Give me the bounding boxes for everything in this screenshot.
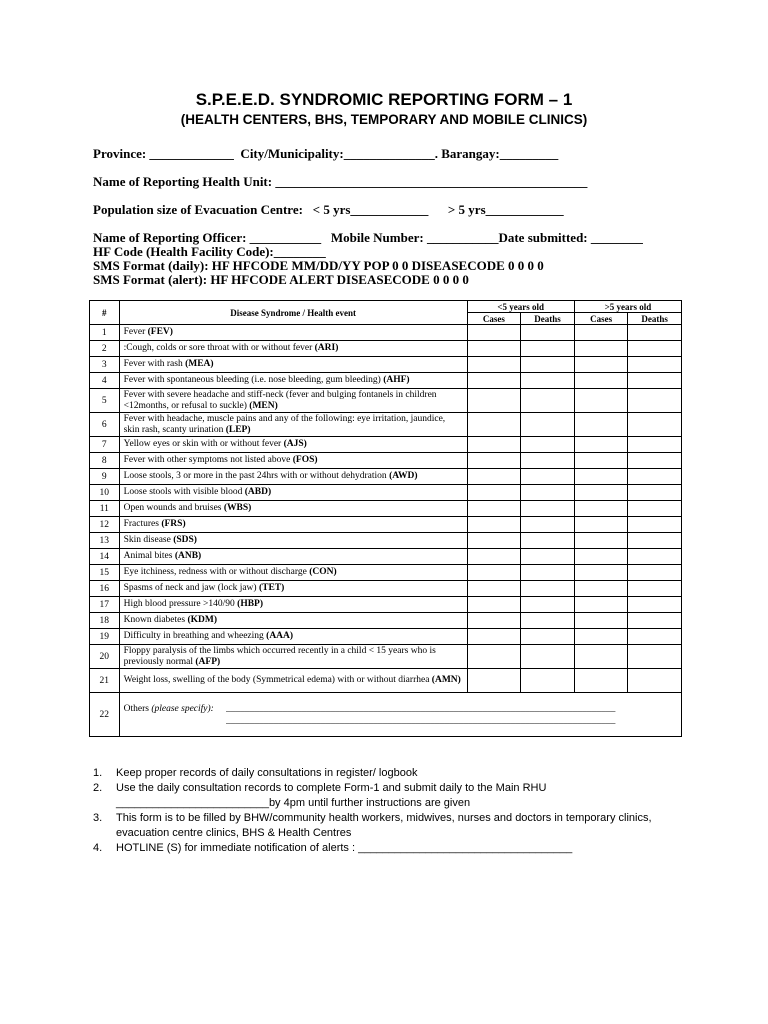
disease-code: (ARI): [314, 343, 339, 353]
disease-text: Loose stools with visible blood: [123, 487, 245, 497]
row-number: 6: [90, 413, 120, 437]
table-row: [90, 469, 682, 485]
row-number: 14: [90, 549, 120, 565]
over5-deaths-cell[interactable]: [628, 669, 682, 693]
over5-deaths-cell[interactable]: [628, 453, 682, 469]
under5-deaths-cell[interactable]: [521, 645, 575, 669]
disease-text: Animal bites: [123, 551, 175, 561]
table-row: [90, 517, 682, 533]
row-number: 15: [90, 565, 120, 581]
sms-format-alert: SMS Format (alert): HF HFCODE ALERT DISEASECODE 0 0 0 0: [93, 272, 469, 287]
table-row: [90, 485, 682, 501]
disease-code: (AHF): [383, 375, 410, 385]
disease-code: (TET): [258, 583, 285, 593]
row-number: 10: [90, 485, 120, 501]
row-number: 1: [90, 325, 120, 341]
table-row: [90, 389, 682, 413]
under5-deaths-cell[interactable]: [521, 357, 575, 373]
row-number: 22: [90, 693, 120, 737]
row-number: 19: [90, 629, 120, 645]
under5-cases-cell[interactable]: [467, 517, 521, 533]
over5-cases-cell[interactable]: [574, 629, 628, 645]
under5-deaths-cell[interactable]: [521, 565, 575, 581]
over5-cases-cell[interactable]: [574, 485, 628, 501]
over5-deaths-cell[interactable]: [628, 341, 682, 357]
instructions: [93, 766, 683, 856]
row-number: 13: [90, 533, 120, 549]
over5-cases-cell[interactable]: [574, 469, 628, 485]
row-number: 17: [90, 597, 120, 613]
over5-cases-cell[interactable]: [574, 581, 628, 597]
under5-deaths-cell[interactable]: [521, 669, 575, 693]
under5-deaths-cell[interactable]: [521, 533, 575, 549]
disease-text: Fever with severe headache and stiff-neck (fever and bulging fontanels in children <12months, or refusal to suckle): [123, 389, 437, 411]
over5-cases-cell[interactable]: [574, 437, 628, 453]
note-item: [93, 811, 683, 841]
under5-deaths-cell[interactable]: [521, 549, 575, 565]
over5-cases-cell[interactable]: [574, 613, 628, 629]
others-line[interactable]: __________________________________________________________________________________: [225, 715, 616, 726]
row-number: 8: [90, 453, 120, 469]
under5-deaths-header: Deaths: [521, 313, 575, 325]
disease-text: Fever with spontaneous bleeding (i.e. nose bleeding, gum bleeding): [123, 375, 384, 385]
under5-cases-cell[interactable]: [467, 629, 521, 645]
row-number: 9: [90, 469, 120, 485]
col-disease-header: Disease Syndrome / Health event: [119, 301, 467, 325]
over5-cases-cell[interactable]: [574, 453, 628, 469]
under5-cases-cell[interactable]: [467, 341, 521, 357]
over5-deaths-cell[interactable]: [628, 325, 682, 341]
table-row: [90, 533, 682, 549]
over5-cases-cell[interactable]: [574, 549, 628, 565]
over5-cases-cell[interactable]: [574, 533, 628, 549]
disease-code: (AJS): [283, 439, 307, 449]
disease-text: Skin disease: [123, 535, 174, 545]
col-number-header: #: [90, 301, 120, 325]
under5-cases-cell[interactable]: [467, 389, 521, 413]
disease-description: [119, 629, 467, 645]
note-number: 3.: [93, 812, 103, 824]
row-number: 16: [90, 581, 120, 597]
disease-code: (FEV): [147, 327, 173, 337]
note-number: 2.: [93, 782, 103, 794]
row-number: 5: [90, 389, 120, 413]
disease-description: [119, 581, 467, 597]
under5-deaths-cell[interactable]: [521, 341, 575, 357]
form-title: S.P.E.E.D. SYNDROMIC REPORTING FORM – 1: [195, 90, 573, 109]
table-row: [90, 629, 682, 645]
under5-cases-cell[interactable]: [467, 565, 521, 581]
under5-deaths-cell[interactable]: [521, 389, 575, 413]
note-item: [93, 766, 683, 781]
over5-deaths-cell[interactable]: [628, 645, 682, 669]
over5-cases-cell[interactable]: [574, 325, 628, 341]
table-row-others: [90, 693, 682, 737]
row-number: 20: [90, 645, 120, 669]
over5-deaths-cell[interactable]: [628, 437, 682, 453]
disease-description: [119, 613, 467, 629]
under5-cases-cell[interactable]: [467, 325, 521, 341]
note-text: Keep proper records of daily consultations in register/ logbook: [116, 767, 418, 779]
disease-text: Open wounds and bruises: [123, 503, 224, 513]
table-row: [90, 597, 682, 613]
disease-code: (ABD): [244, 487, 272, 497]
over5-deaths-cell[interactable]: [628, 357, 682, 373]
disease-text: Known diabetes: [123, 615, 188, 625]
disease-text: Fever with rash: [123, 359, 186, 369]
under5-deaths-cell[interactable]: [521, 325, 575, 341]
others-specify-hint: (please specify):: [151, 703, 214, 714]
disease-description: [119, 389, 467, 413]
under5-cases-cell[interactable]: [467, 373, 521, 389]
disease-code: (LEP): [225, 424, 251, 435]
under5-cases-cell[interactable]: [467, 485, 521, 501]
disease-description: [119, 453, 467, 469]
others-specify-cell[interactable]: [119, 693, 681, 737]
others-label: Others: [123, 703, 152, 714]
disease-text: :Cough, colds or sore throat with or without fever: [123, 343, 315, 353]
disease-text: High blood pressure >140/90: [123, 599, 238, 609]
over5-cases-cell[interactable]: [574, 669, 628, 693]
over5-cases-cell[interactable]: [574, 501, 628, 517]
row-number: 12: [90, 517, 120, 533]
under5-deaths-cell[interactable]: [521, 469, 575, 485]
hotline-field[interactable]: HOTLINE (S) for immediate notification of alerts : ___________________________________: [116, 842, 573, 854]
population-size-field[interactable]: Population size of Evacuation Centre: < 5 yrs____________ > 5 yrs____________: [93, 202, 564, 217]
disease-description: [119, 469, 467, 485]
syndrome-table: [89, 300, 682, 737]
disease-description: [119, 597, 467, 613]
disease-text: Fever with headache, muscle pains and any of the following: eye irritation, jaundice, skin rash, scanty urination: [123, 413, 446, 435]
disease-description: [119, 645, 467, 669]
row-number: 18: [90, 613, 120, 629]
disease-description: [119, 549, 467, 565]
others-line[interactable]: __________________________________________________________________________________: [225, 703, 616, 714]
row-number: 21: [90, 669, 120, 693]
over5-deaths-cell[interactable]: [628, 373, 682, 389]
over5-cases-cell[interactable]: [574, 645, 628, 669]
disease-description: [119, 373, 467, 389]
disease-description: [119, 565, 467, 581]
under5-deaths-cell[interactable]: [521, 517, 575, 533]
table-row: [90, 325, 682, 341]
under5-deaths-cell[interactable]: [521, 581, 575, 597]
disease-text: Spasms of neck and jaw (lock jaw): [123, 583, 259, 593]
over5-deaths-cell[interactable]: [628, 485, 682, 501]
disease-text: Difficulty in breathing and wheezing: [123, 631, 267, 641]
disease-code: (WBS): [223, 503, 252, 513]
over5-deaths-cell[interactable]: [628, 413, 682, 437]
under5-cases-cell[interactable]: [467, 501, 521, 517]
reporting-officer-field[interactable]: Name of Reporting Officer: ___________ Mobile Number: ___________Date submitted: ________: [93, 230, 643, 245]
over5-cases-cell[interactable]: [574, 357, 628, 373]
over5-deaths-header: Deaths: [628, 313, 682, 325]
over5-group-header: >5 years old: [574, 301, 681, 313]
under5-cases-cell[interactable]: [467, 469, 521, 485]
under5-deaths-cell[interactable]: [521, 373, 575, 389]
note-text: This form is to be filled by BHW/community health workers, midwives, nurses and doctors in temporary clinics, evacuation centre clinics, BHS & Health Centres: [116, 812, 652, 839]
disease-code: (HBP): [237, 599, 264, 609]
table-row: [90, 549, 682, 565]
over5-cases-cell[interactable]: [574, 517, 628, 533]
row-number: 2: [90, 341, 120, 357]
under5-deaths-cell[interactable]: [521, 453, 575, 469]
row-number: 4: [90, 373, 120, 389]
disease-text: Fever with other symptoms not listed above: [123, 455, 293, 465]
disease-description: [119, 485, 467, 501]
over5-cases-cell[interactable]: [574, 389, 628, 413]
note-text-continued[interactable]: _________________________by 4pm until further instructions are given: [116, 797, 471, 809]
note-item: [93, 841, 683, 856]
under5-deaths-cell[interactable]: [521, 485, 575, 501]
over5-cases-cell[interactable]: [574, 565, 628, 581]
under5-cases-header: Cases: [467, 313, 521, 325]
table-row: [90, 645, 682, 669]
disease-text: Loose stools, 3 or more in the past 24hrs with or without dehydration: [123, 471, 390, 481]
table-row: [90, 565, 682, 581]
disease-text: Floppy paralysis of the limbs which occurred recently in a child < 15 years who is previously normal: [123, 645, 436, 667]
under5-deaths-cell[interactable]: [521, 501, 575, 517]
over5-deaths-cell[interactable]: [628, 469, 682, 485]
note-number: 1.: [93, 767, 103, 779]
under5-cases-cell[interactable]: [467, 413, 521, 437]
table-row: [90, 501, 682, 517]
disease-code: (ANB): [174, 551, 202, 561]
over5-deaths-cell[interactable]: [628, 517, 682, 533]
disease-code: (SDS): [173, 535, 197, 545]
row-number: 3: [90, 357, 120, 373]
disease-code: (AWD): [389, 471, 418, 481]
under5-cases-cell[interactable]: [467, 645, 521, 669]
under5-group-header: <5 years old: [467, 301, 574, 313]
disease-code: (CON): [309, 567, 337, 577]
under5-cases-cell[interactable]: [467, 581, 521, 597]
disease-code: (AFP): [195, 656, 221, 667]
under5-cases-cell[interactable]: [467, 597, 521, 613]
note-number: 4.: [93, 842, 103, 854]
disease-text: Weight loss, swelling of the body (Symmetrical edema) with or without diarrhea: [123, 675, 432, 685]
disease-description: [119, 437, 467, 453]
under5-deaths-cell[interactable]: [521, 613, 575, 629]
under5-deaths-cell[interactable]: [521, 597, 575, 613]
disease-text: Yellow eyes or skin with or without fever: [123, 439, 284, 449]
over5-cases-cell[interactable]: [574, 373, 628, 389]
table-row: [90, 437, 682, 453]
disease-description: [119, 517, 467, 533]
table-body: [90, 325, 682, 737]
disease-code: (KDM): [187, 615, 218, 625]
under5-cases-cell[interactable]: [467, 453, 521, 469]
over5-cases-cell[interactable]: [574, 341, 628, 357]
disease-code: (MEA): [185, 359, 214, 369]
over5-deaths-cell[interactable]: [628, 549, 682, 565]
hf-code-field[interactable]: HF Code (Health Facility Code):________: [93, 244, 326, 259]
over5-cases-header: Cases: [574, 313, 628, 325]
over5-deaths-cell[interactable]: [628, 581, 682, 597]
disease-description: [119, 357, 467, 373]
disease-code: (FRS): [161, 519, 186, 529]
row-number: 11: [90, 501, 120, 517]
under5-deaths-cell[interactable]: [521, 437, 575, 453]
note-item: [93, 781, 683, 811]
province-city-barangay-field[interactable]: Province: _____________ City/Municipality:______________. Barangay:_________: [93, 146, 559, 161]
disease-text: Eye itchiness, redness with or without discharge: [123, 567, 310, 577]
reporting-health-unit-field[interactable]: Name of Reporting Health Unit: ________________________________________________: [93, 174, 588, 189]
disease-description: [119, 341, 467, 357]
under5-deaths-cell[interactable]: [521, 629, 575, 645]
disease-description: [119, 669, 467, 693]
over5-deaths-cell[interactable]: [628, 533, 682, 549]
disease-text: Fever: [123, 327, 148, 337]
disease-code: (AMN): [431, 675, 461, 685]
under5-cases-cell[interactable]: [467, 357, 521, 373]
table-row: [90, 357, 682, 373]
over5-cases-cell[interactable]: [574, 597, 628, 613]
note-text: Use the daily consultation records to complete Form-1 and submit daily to the Main RHU: [116, 782, 547, 794]
over5-deaths-cell[interactable]: [628, 613, 682, 629]
sms-format-daily: SMS Format (daily): HF HFCODE MM/DD/YY POP 0 0 DISEASECODE 0 0 0 0: [93, 258, 544, 273]
over5-deaths-cell[interactable]: [628, 597, 682, 613]
disease-code: (FOS): [292, 455, 318, 465]
under5-cases-cell[interactable]: [467, 669, 521, 693]
table-row: [90, 453, 682, 469]
table-row: [90, 373, 682, 389]
under5-cases-cell[interactable]: [467, 437, 521, 453]
form-subtitle: (HEALTH CENTERS, BHS, TEMPORARY AND MOBILE CLINICS): [180, 112, 588, 127]
over5-deaths-cell[interactable]: [628, 501, 682, 517]
table-row: [90, 669, 682, 693]
under5-cases-cell[interactable]: [467, 549, 521, 565]
table-row: [90, 413, 682, 437]
under5-deaths-cell[interactable]: [521, 413, 575, 437]
disease-description: [119, 413, 467, 437]
table-row: [90, 581, 682, 597]
over5-deaths-cell[interactable]: [628, 629, 682, 645]
disease-code: (AAA): [266, 631, 294, 641]
disease-description: [119, 501, 467, 517]
table-row: [90, 341, 682, 357]
table-row: [90, 613, 682, 629]
over5-deaths-cell[interactable]: [628, 565, 682, 581]
under5-cases-cell[interactable]: [467, 613, 521, 629]
over5-cases-cell[interactable]: [574, 413, 628, 437]
disease-description: [119, 533, 467, 549]
row-number: 7: [90, 437, 120, 453]
disease-text: Fractures: [123, 519, 162, 529]
disease-code: (MEN): [249, 400, 278, 411]
disease-description: [119, 325, 467, 341]
under5-cases-cell[interactable]: [467, 533, 521, 549]
over5-deaths-cell[interactable]: [628, 389, 682, 413]
